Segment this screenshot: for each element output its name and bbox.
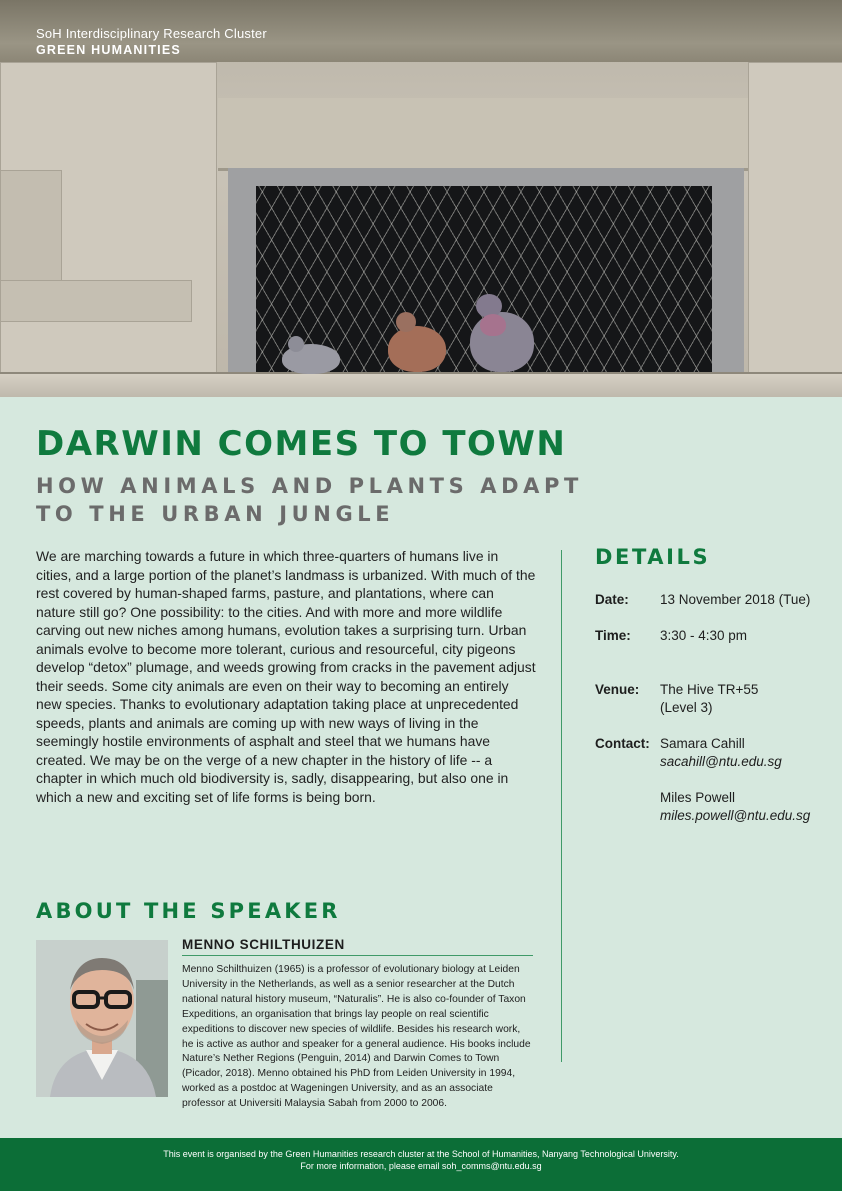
stone-brick	[0, 170, 62, 282]
cluster-name: GREEN HUMANITIES	[36, 43, 181, 57]
details-heading: DETAILS	[595, 545, 711, 569]
details-panel	[595, 545, 835, 823]
speaker-portrait-illustration	[36, 940, 168, 1097]
time-label: Time:	[595, 628, 631, 643]
window-sill	[0, 372, 842, 397]
pigeon-image	[282, 336, 342, 376]
event-description	[36, 547, 536, 806]
contact-2-name: Miles Powell	[660, 790, 736, 805]
stone-brick	[0, 280, 192, 322]
speaker-name: MENNO SCHILTHUIZEN	[182, 937, 533, 956]
contact-label: Contact:	[595, 736, 650, 751]
subtitle-line-1: HOW ANIMALS AND PLANTS ADAPT	[36, 474, 583, 498]
event-title: DARWIN COMES TO TOWN	[36, 424, 567, 464]
cluster-label: SoH Interdisciplinary Research Cluster	[36, 26, 267, 41]
contact-1-name: Samara Cahill	[660, 736, 745, 751]
contact-2-email[interactable]: miles.powell@ntu.edu.sg	[660, 808, 811, 823]
date-label: Date:	[595, 592, 629, 607]
speaker-portrait	[36, 940, 168, 1097]
date-value: 13 November 2018 (Tue)	[660, 592, 811, 607]
column-divider	[561, 550, 562, 1062]
banner-photo	[0, 0, 842, 397]
speaker-heading: ABOUT THE SPEAKER	[36, 899, 341, 923]
time-value: 3:30 - 4:30 pm	[660, 628, 748, 643]
stone-wall-right	[748, 62, 842, 374]
event-subtitle	[36, 472, 583, 528]
description-text: We are marching towards a future in which three-quarters of humans live in cities, and a large portion of the planet’s landmass is urbanized. With much of the rest covered by human-shaped farms, pasture, and plantations, where can nature still go? One possibility: to the cities. And with more and more wildlife carving out new niches among humans, evolution takes a surprising turn. Urban animals evolve to become more tolerant, curious and resourceful, city pigeons develop “detox” plumage, and weeds growing from cracks in the pavement adjust their seeds. Some city animals are even on their way to becoming an entirely new species. Thanks to evolutionary adaptation taking place at unprecedented speeds, plants and animals are coming up with new ways of living in the seemingly hostile environments of asphalt and steel that we humans have created. We may be on the verge of a new chapter in the history of life -- a chapter in which much old biodiversity is, sadly, disappearing, but also one in which a new and exciting set of life forms is being born.	[36, 548, 536, 805]
venue-line-2: (Level 3)	[660, 700, 713, 715]
footer-contact-text: For more information, please email soh_comms@ntu.edu.sg	[300, 1161, 542, 1171]
pigeon-image	[386, 312, 450, 374]
footer	[0, 1138, 842, 1191]
footer-organiser-text: This event is organised by the Green Humanities research cluster at the School of Humanities, Nanyang Technological University.	[163, 1149, 679, 1159]
pigeon-image	[470, 294, 540, 374]
contact-1-email[interactable]: sacahill@ntu.edu.sg	[660, 754, 782, 769]
venue-line-1: The Hive TR+55	[660, 682, 759, 697]
venue-label: Venue:	[595, 682, 640, 697]
speaker-bio: Menno Schilthuizen (1965) is a professor of evolutionary biology at Leiden University in the Netherlands, as well as a senior researcher at the Dutch national natural history museum, “Naturalis”. He is also co-founder of Taxon Expeditions, an organisation that brings lay people on real scientific expeditions to discover new species of wildlife. Besides his research work, he is active as author and speaker for a general audience. His books include Nature’s Nether Regions (Penguin, 2014) and Darwin Comes to Town (Picador, 2018). Menno obtained his PhD from Leiden University in 1994, worked as a postdoc at Wageningen University, and as an associate professor at Universiti Malaysia Sabah from 2000 to 2006.	[182, 964, 531, 1110]
subtitle-line-2: TO THE URBAN JUNGLE	[36, 502, 395, 526]
window-lintel	[218, 98, 748, 171]
